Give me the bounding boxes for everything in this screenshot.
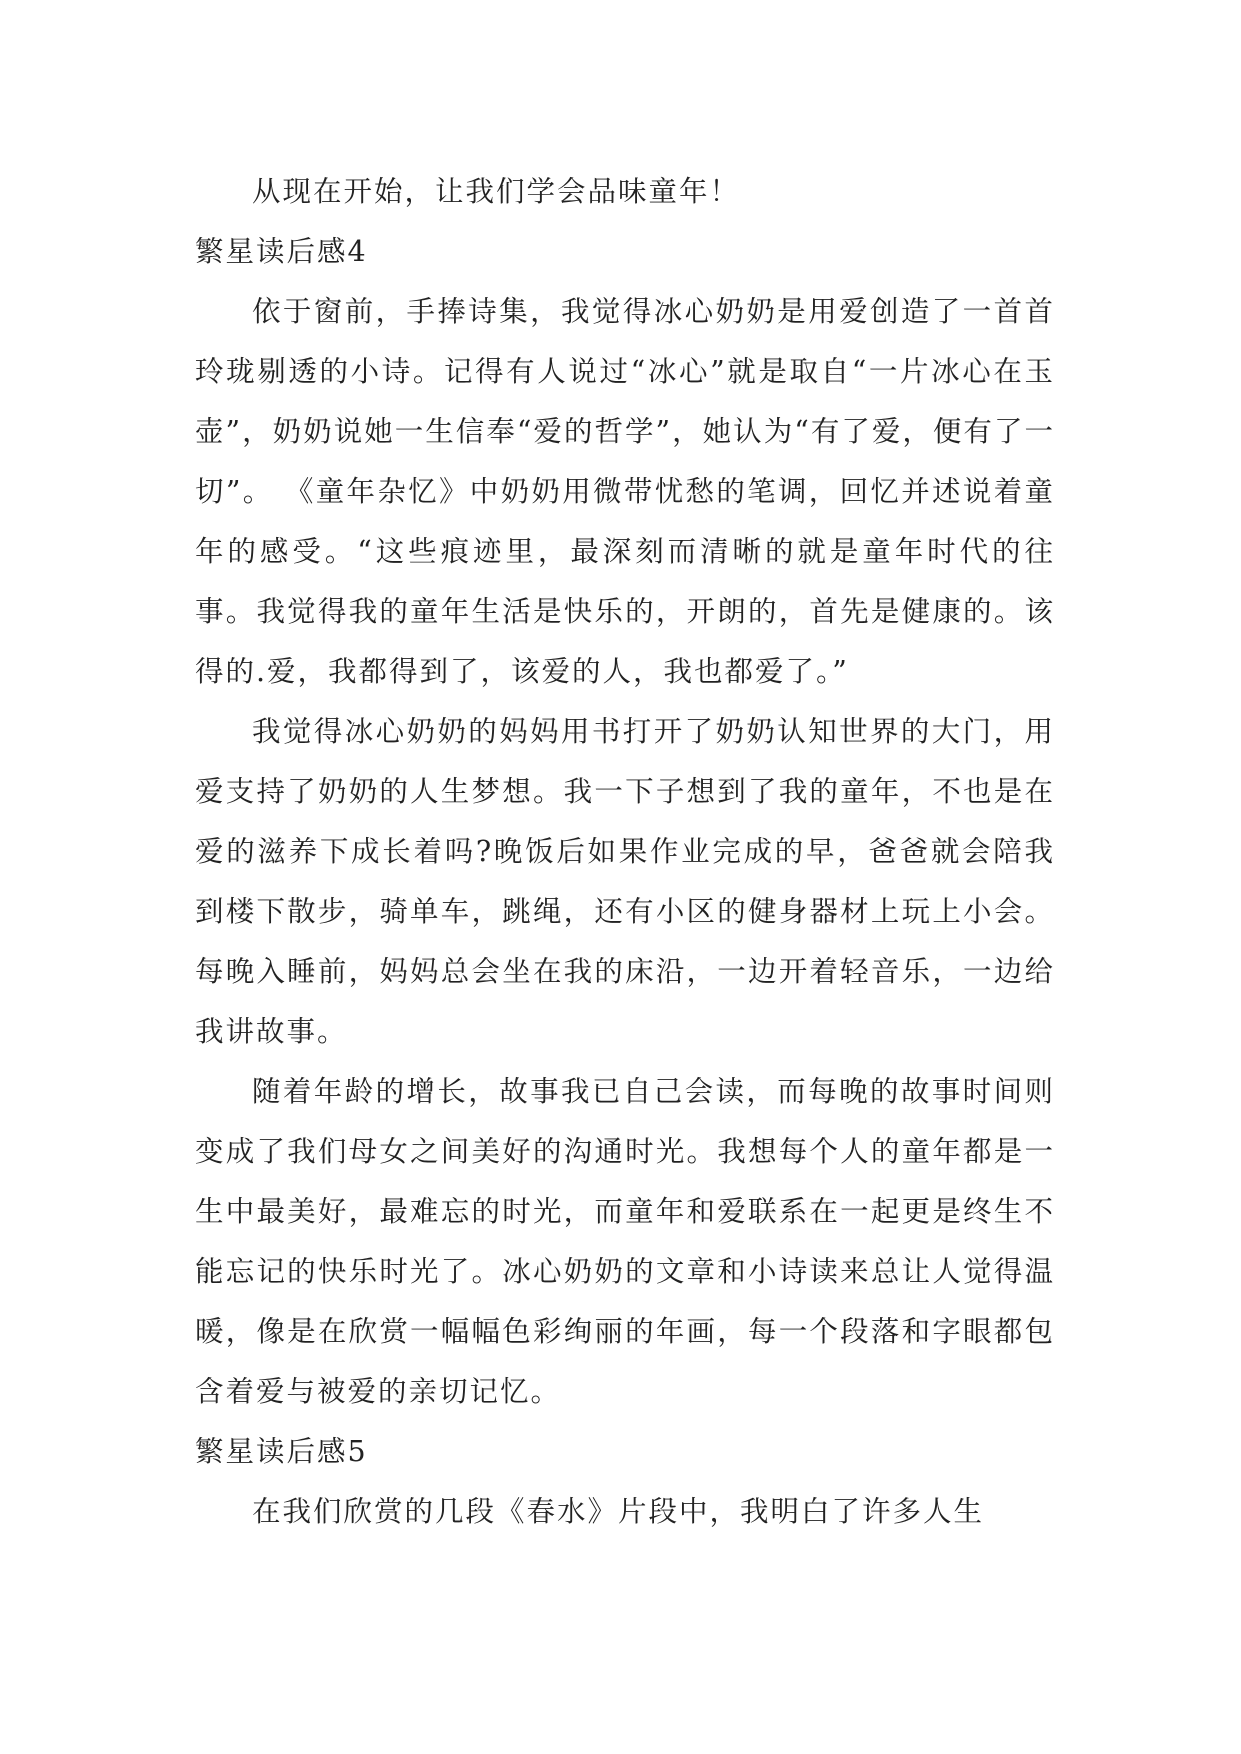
section-heading-4: 繁星读后感4 — [195, 235, 368, 268]
paragraph-growing-up: 随着年龄的增长，故事我已自己会读，而每晚的故事时间则变成了我们母女之间美好的沟通时光。我想每个人的童年都是一生中最美好，最难忘的时光，而童年和爱联系在一起更是终生不能忘记的快乐时光了。冰心奶奶的文章和小诗读来总让人觉得温暖，像是在欣赏一幅幅色彩绚丽的年画，每一个段落和字眼都包含着爱与被爱的亲切记忆。 — [195, 1075, 1055, 1408]
document-body — [195, 162, 1055, 1542]
section-heading-5: 繁星读后感5 — [195, 1435, 368, 1468]
paragraph-mother-books: 我觉得冰心奶奶的妈妈用书打开了奶奶认知世界的大门，用爱支持了奶奶的人生梦想。我一下子想到了我的童年，不也是在爱的滋养下成长着吗?晚饭后如果作业完成的早，爸爸就会陪我到楼下散步，骑单车，跳绳，还有小区的健身器材上玩上小会。每晚入睡前，妈妈总会坐在我的床沿，一边开着轻音乐，一边给我讲故事。 — [195, 715, 1055, 1048]
paragraph-spring-water: 在我们欣赏的几段《春水》片段中，我明白了许多人生 — [252, 1495, 985, 1528]
paragraph-closing-line: 从现在开始，让我们学会品味童年！ — [252, 175, 741, 208]
paragraph-window-poems: 依于窗前，手捧诗集，我觉得冰心奶奶是用爱创造了一首首玲珑剔透的小诗。记得有人说过“冰心”就是取自“一片冰心在玉壶”，奶奶说她一生信奉“爱的哲学”，她认为“有了爱，便有了一切”。 《童年杂忆》中奶奶用微带忧愁的笔调，回忆并述说着童年的感受。“这些痕迹里，最深刻而清晰的就是童年时代的往事。我觉得我的童年生活是快乐的，开朗的，首先是健康的。该得的.爱，我都得到了，该爱的人，我也都爱了。” — [195, 295, 1055, 688]
